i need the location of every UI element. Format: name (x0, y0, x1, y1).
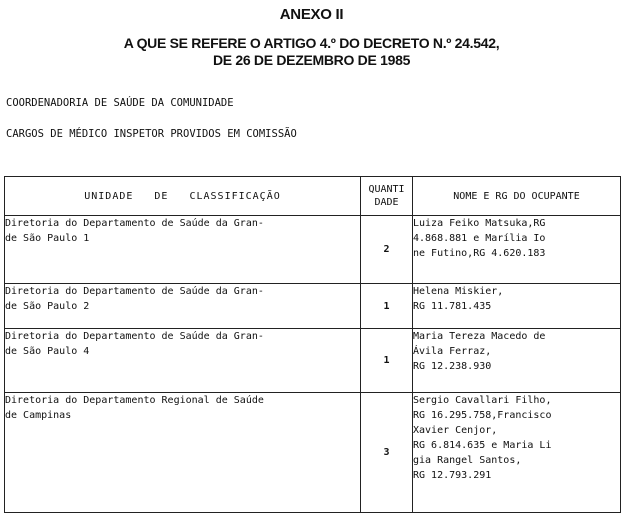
unit-line: Diretoria do Departamento de Saúde da Gran- (5, 218, 264, 229)
quantity-cell: 2 (361, 216, 413, 284)
coordination-heading: COORDENADORIA DE SAÚDE DA COMUNIDADE (6, 97, 234, 109)
occupant-line: ne Futino,RG 4.620.183 (413, 248, 546, 259)
occupant-line: RG 6.814.635 e Maria Li (413, 440, 552, 451)
occupant-line: Sergio Cavallari Filho, (413, 395, 552, 406)
occupant-line: Luiza Feiko Matsuka,RG (413, 218, 546, 229)
occupant-cell (413, 393, 621, 513)
quantity-cell: 1 (361, 329, 413, 393)
positions-table (4, 176, 621, 513)
occupant-line: RG 16.295.758,Francisco (413, 410, 552, 421)
document-subtitle-line1: A QUE SE REFERE O ARTIGO 4.º DO DECRETO N.º 24.542, (123, 35, 500, 51)
unit-cell (5, 393, 361, 513)
occupant-cell (413, 216, 621, 284)
table-row (5, 284, 621, 329)
unit-line: de Campinas (5, 410, 72, 421)
occupant-cell (413, 329, 621, 393)
column-header-quantity-line1: QUANTI (368, 184, 405, 195)
occupant-line: Helena Miskier, (413, 286, 504, 297)
occupant-line: Ávila Ferraz, (413, 346, 492, 357)
occupant-line: gia Rangel Santos, (413, 455, 522, 466)
quantity-cell: 1 (361, 284, 413, 329)
occupant-cell (413, 284, 621, 329)
occupant-line: RG 12.238.930 (413, 361, 492, 372)
table-header-row (5, 177, 621, 216)
occupant-line: 4.868.881 e Marília Io (413, 233, 546, 244)
document-title: ANEXO II (279, 6, 344, 23)
column-header-quantity (361, 177, 413, 216)
positions-heading: CARGOS DE MÉDICO INSPETOR PROVIDOS EM COMISSÃO (6, 128, 297, 140)
table-row (5, 329, 621, 393)
occupant-line: Maria Tereza Macedo de (413, 331, 546, 342)
occupant-line: RG 12.793.291 (413, 470, 492, 481)
table-row (5, 216, 621, 284)
unit-line: Diretoria do Departamento de Saúde da Gran- (5, 286, 264, 297)
column-header-unit: UNIDADE DE CLASSIFICAÇÃO (5, 177, 361, 216)
unit-line: Diretoria do Departamento de Saúde da Gran- (5, 331, 264, 342)
document-subtitle-line2: DE 26 DE DEZEMBRO DE 1985 (212, 52, 411, 68)
unit-cell (5, 216, 361, 284)
occupant-line: RG 11.781.435 (413, 301, 492, 312)
unit-line: de São Paulo 4 (5, 346, 90, 357)
occupant-line: Xavier Cenjor, (413, 425, 498, 436)
unit-line: Diretoria do Departamento Regional de Saúde (5, 395, 264, 406)
quantity-cell: 3 (361, 393, 413, 513)
column-header-occupant: NOME E RG DO OCUPANTE (413, 177, 621, 216)
unit-cell (5, 284, 361, 329)
unit-line: de São Paulo 1 (5, 233, 90, 244)
table-row (5, 393, 621, 513)
unit-line: de São Paulo 2 (5, 301, 90, 312)
unit-cell (5, 329, 361, 393)
column-header-quantity-line2: DADE (374, 197, 399, 208)
